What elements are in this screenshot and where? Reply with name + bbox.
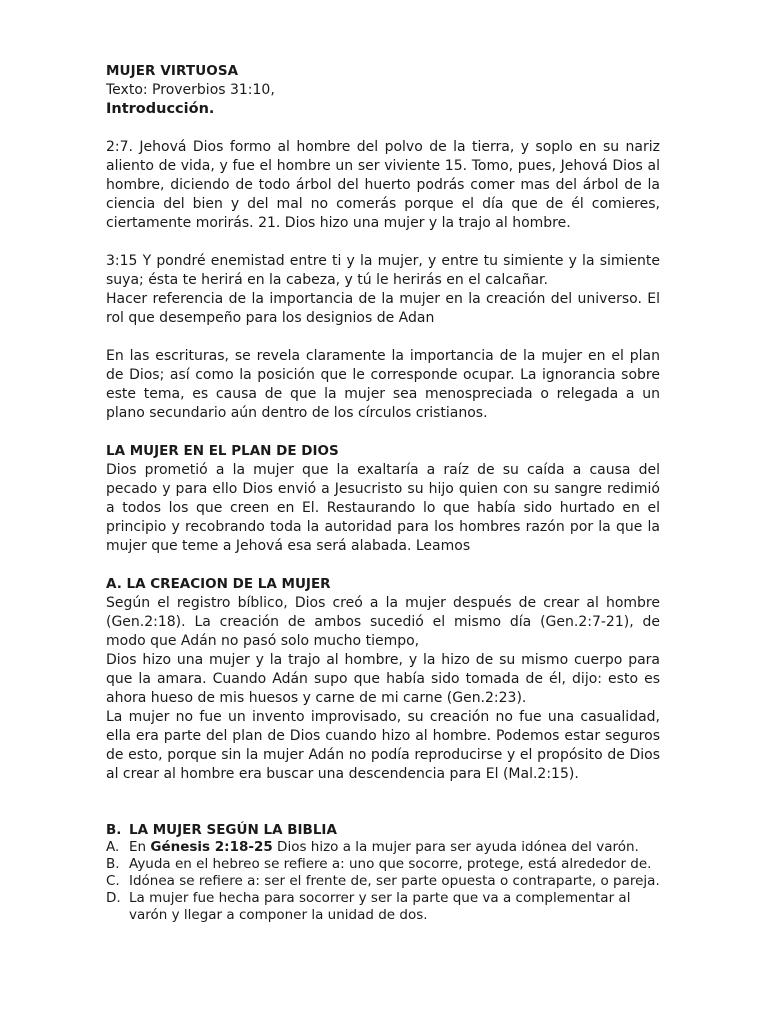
list-marker: C.	[106, 873, 120, 889]
document-page	[106, 62, 660, 924]
list-item	[106, 839, 660, 856]
spacer	[106, 119, 660, 138]
list-item-text: Idónea se refiere a: ser el frente de, ser parte opuesta o contraparte, o pareja.	[129, 873, 660, 889]
list-item	[106, 873, 660, 890]
list-marker: A.	[106, 839, 120, 855]
section-heading-creation: A. LA CREACION DE LA MUJER	[106, 576, 331, 592]
bible-list	[106, 839, 660, 924]
list-item-text: La mujer fue hecha para socorrer y ser la parte que va a complementar al varón y llegar a componer la unidad de dos.	[129, 890, 631, 923]
introduction-heading: Introducción.	[106, 101, 215, 117]
spacer	[106, 784, 660, 822]
list-item-text-post: Dios hizo a la mujer para ser ayuda idónea del varón.	[272, 839, 639, 855]
list-marker: B.	[106, 856, 120, 872]
list-item	[106, 890, 660, 924]
section-heading-bible	[106, 822, 660, 839]
creation-paragraph-1: Según el registro bíblico, Dios creó a la mujer después de crear al hombre (Gen.2:18). La creación de ambos sucedió el mismo día (Gen.2:7-21), de modo que Adán no pasó solo mucho tiempo,	[106, 595, 660, 649]
intro-paragraph-reference: Hacer referencia de la importancia de la mujer en la creación del universo. El rol que desempeño para los designios de Adan	[106, 291, 660, 326]
scripture-reference: Texto: Proverbios 31:10,	[106, 82, 275, 98]
section-heading-bible-label: LA MUJER SEGÚN LA BIBLIA	[129, 822, 337, 838]
list-item-reference: Génesis 2:18-25	[150, 839, 273, 855]
intro-paragraph-scriptures: En las escrituras, se revela claramente la importancia de la mujer en el plan de Dios; así como la posición que le corresponde ocupar. La ignorancia sobre este tema, es causa de que la mujer sea menospreciada o relegada a un plano secundario aún dentro de los círculos cristianos.	[106, 348, 660, 421]
spacer	[106, 423, 660, 442]
creation-paragraph-2: Dios hizo una mujer y la trajo al hombre, y la hizo de su mismo cuerpo para que la amara. Cuando Adán supo que había sido tomada de él, dijo: esto es ahora hueso de mis huesos y carne de mi carne (Gen.2:23).	[106, 652, 660, 706]
list-item-text: Ayuda en el hebreo se refiere a: uno que socorre, protege, está alrededor de.	[129, 856, 652, 872]
spacer	[106, 328, 660, 347]
list-item-text-pre: En	[129, 839, 151, 855]
section-plan-body: Dios prometió a la mujer que la exaltaría a raíz de su caída a causa del pecado y para ello Dios envió a Jesucristo su hijo quien con su sangre redimió a todos los que creen en El. Restaurando lo que había sido hurtado en el principio y recobrando toda la autoridad para los hombres razón por la que la mujer que teme a Jehová esa será alabada. Leamos	[106, 462, 660, 554]
section-heading-plan: LA MUJER EN EL PLAN DE DIOS	[106, 443, 339, 459]
spacer	[106, 556, 660, 575]
list-marker: B.	[106, 822, 122, 838]
intro-paragraph-enmity: 3:15 Y pondré enemistad entre ti y la mujer, y entre tu simiente y la simiente suya; ésta te herirá en la cabeza, y tú le herirás en el calcañar.	[106, 253, 660, 288]
list-marker: D.	[106, 890, 121, 906]
document-title: MUJER VIRTUOSA	[106, 63, 239, 79]
spacer	[106, 233, 660, 252]
list-item	[106, 856, 660, 873]
creation-paragraph-3: La mujer no fue un invento improvisado, su creación no fue una casualidad, ella era parte del plan de Dios cuando hizo al hombre. Podemos estar seguros de esto, porque sin la mujer Adán no podía reproducirse y el propósito de Dios al crear al hombre era buscar una descendencia para El (Mal.2:15).	[106, 709, 660, 782]
intro-paragraph-genesis: 2:7. Jehová Dios formo al hombre del polvo de la tierra, y soplo en su nariz aliento de vida, y fue el hombre un ser viviente 15. Tomo, pues, Jehová Dios al hombre, diciendo de todo árbol del huerto podrás comer mas del árbol de la ciencia del bien y del mal no comerás porque el día que de él comieres, ciertamente morirás. 21. Dios hizo una mujer y la trajo al hombre.	[106, 139, 660, 231]
